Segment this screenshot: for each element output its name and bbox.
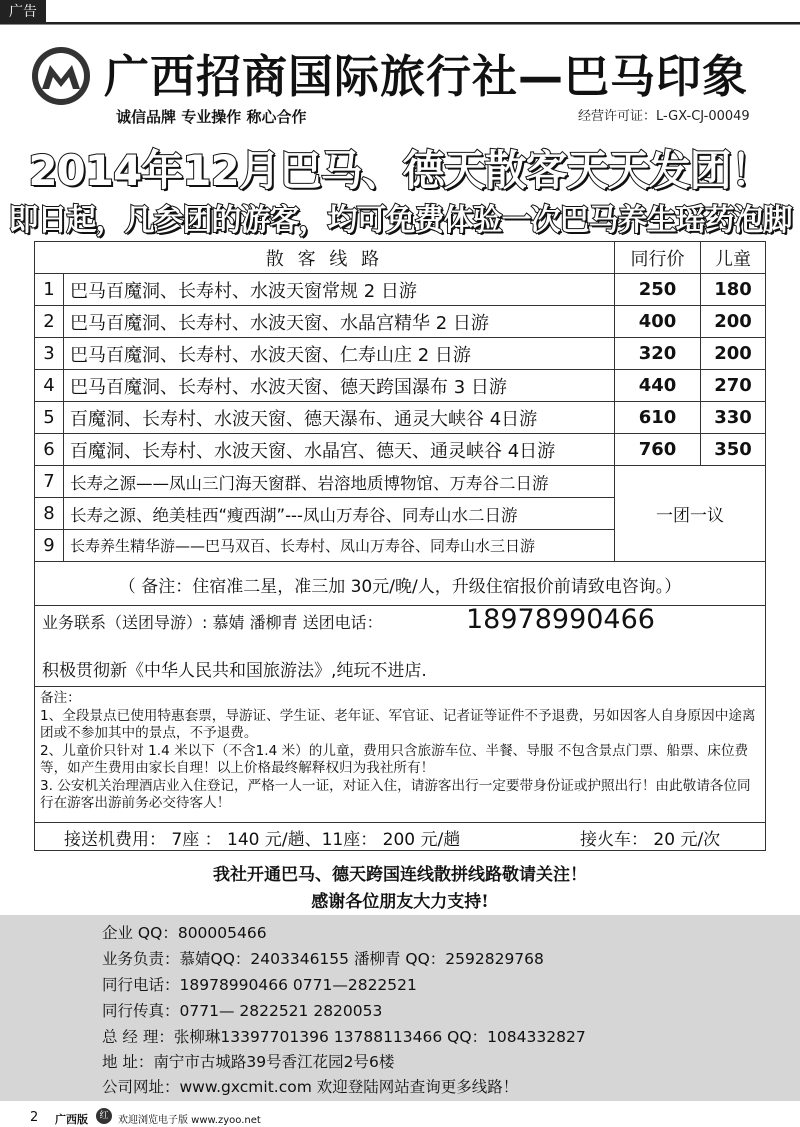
remark-item: 1、全段景点已使用特惠套票，导游证、学生证、老年证、军官证、记者证等证件不予退费，另如因客人自身原因中途离团或不参加其中的景点，不予退费。 — [40, 707, 756, 741]
footer-qq: 企业 QQ：800005466 — [102, 924, 267, 942]
row-number: 8 — [35, 498, 64, 530]
route-name: 巴马百魔洞、长寿村、水波天窗、水晶宫精华 2 日游 — [64, 306, 615, 338]
header-child: 儿童 — [701, 242, 766, 274]
route-price: 610 — [615, 402, 701, 434]
footer-fax: 同行传真：0771— 2822521 2820053 — [102, 1002, 383, 1020]
row-number: 5 — [35, 402, 64, 434]
thanks-line: 感谢各位朋友大力支持! — [311, 892, 489, 912]
route-name: 巴马百魔洞、长寿村、水波天窗、德天跨国瀑布 3 日游 — [64, 370, 615, 402]
license-number: 经营许可证：L-GX-CJ-00049 — [578, 109, 750, 124]
child-price: 200 — [701, 306, 766, 338]
contact-line: 业务联系（送团导游）: 慕婧 潘柳青 送团电话： — [42, 613, 383, 632]
footer-address: 地 址：南宁市古城路39号香江花园2号6楼 — [102, 1053, 395, 1071]
route-name: 百魔洞、长寿村、水波天窗、德天瀑布、通灵大峡谷 4日游 — [64, 402, 615, 434]
row-number: 6 — [35, 434, 64, 466]
accommodation-note: （ 备注：住宿准二星，准三加 30元/晚/人，升级住宿报价前请致电咨询。） — [118, 577, 682, 597]
table-header — [35, 242, 766, 274]
edition-label: 广西版 — [55, 1113, 88, 1126]
row-number: 9 — [35, 530, 64, 562]
headline: 2014年12月巴马、德天散客天天发团！ — [28, 146, 772, 195]
remark-item: 2、儿童价只针对 1.4 米以下（不含1.4 米）的儿童，费用只含旅游车位、半餐、导服 不包含景点门票、船票、床位费等，如产生费用由家长自理！以上价格最终解释权归为我社所有！ — [40, 742, 749, 776]
table-row — [35, 338, 766, 370]
footer-website: 公司网址：www.gxcmit.com 欢迎登陆网站查询更多线路！ — [102, 1078, 519, 1096]
table-row — [35, 402, 766, 434]
row-number: 2 — [35, 306, 64, 338]
route-price: 760 — [615, 434, 701, 466]
company-name: 广西招商国际旅行社—巴马印象 — [104, 50, 749, 103]
route-name: 长寿之源——凤山三门海天窗群、岩溶地质博物馆、万寿谷二日游 — [64, 466, 615, 498]
top-divider — [46, 22, 800, 24]
page-number: 2 — [30, 1110, 39, 1125]
route-price: 400 — [615, 306, 701, 338]
footer-phone: 同行电话：18978990466 0771—2822521 — [102, 976, 417, 994]
contact-phone: 18978990466 — [466, 604, 655, 635]
footer-manager: 总 经 理：张柳琳13397701396 13788113466 QQ：1084332827 — [102, 1028, 586, 1046]
route-name: 巴马百魔洞、长寿村、水波天窗常规 2 日游 — [64, 274, 615, 306]
ad-label: 广告 — [0, 0, 46, 24]
special-price: 一团一议 — [615, 466, 766, 562]
child-price: 350 — [701, 434, 766, 466]
child-price: 180 — [701, 274, 766, 306]
route-name: 巴马百魔洞、长寿村、水波天窗、仁寿山庄 2 日游 — [64, 338, 615, 370]
subheadline: 即日起，凡参团的游客，均可免费体验一次巴马养生瑶药泡脚 — [8, 203, 792, 238]
route-price: 250 — [615, 274, 701, 306]
child-price: 270 — [701, 370, 766, 402]
remark-item: 3. 公安机关治理酒店业入住登记，严格一人一证，对证入住，请游客出行一定要带身份证或护照出行！由此敬请各位同行在游客出游前务必交待客人！ — [40, 777, 751, 811]
footer-business: 业务负责：慕婧QQ：2403346155 潘柳青 QQ：2592829768 — [102, 950, 544, 968]
table-row — [35, 306, 766, 338]
table-row — [35, 466, 766, 498]
row-number: 7 — [35, 466, 64, 498]
table-row — [35, 370, 766, 402]
table-row — [35, 274, 766, 306]
edition-text: 欢迎浏览电子版 www.zyoo.net — [118, 1115, 261, 1126]
train-fee: 接火车： 20 元/次 — [580, 830, 721, 850]
row-number: 4 — [35, 370, 64, 402]
company-logo-icon — [30, 45, 92, 107]
route-price: 320 — [615, 338, 701, 370]
remarks-title: 备注： — [40, 690, 81, 706]
route-name: 长寿养生精华游——巴马双百、长寿村、凤山万寿谷、同寿山水三日游 — [64, 530, 615, 562]
table-row — [35, 434, 766, 466]
notice-line: 我社开通巴马、德天跨国连线散拼线路敬请关注！ — [213, 865, 587, 885]
footer-contact-box — [0, 915, 800, 1101]
route-price: 440 — [615, 370, 701, 402]
row-number: 1 — [35, 274, 64, 306]
edition-logo-icon: 红 — [96, 1108, 112, 1124]
header-route: 散 客 线 路 — [35, 242, 615, 274]
transfer-fee: 接送机费用： 7座 ： 140 元/趟、11座： 200 元/趟 — [64, 830, 461, 850]
header-price: 同行价 — [615, 242, 701, 274]
child-price: 200 — [701, 338, 766, 370]
law-line: 积极贯彻新《中华人民共和国旅游法》,纯玩不进店. — [42, 661, 427, 681]
row-number: 3 — [35, 338, 64, 370]
route-table — [34, 241, 766, 562]
child-price: 330 — [701, 402, 766, 434]
route-name: 长寿之源、绝美桂西“瘦西湖”---凤山万寿谷、同寿山水二日游 — [64, 498, 615, 530]
slogan: 诚信品牌 专业操作 称心合作 — [116, 108, 307, 126]
route-name: 百魔洞、长寿村、水波天窗、水晶宫、德天、通灵峡谷 4日游 — [64, 434, 615, 466]
divider — [34, 822, 766, 823]
remarks — [40, 690, 762, 813]
divider — [34, 605, 766, 606]
divider — [34, 686, 766, 687]
